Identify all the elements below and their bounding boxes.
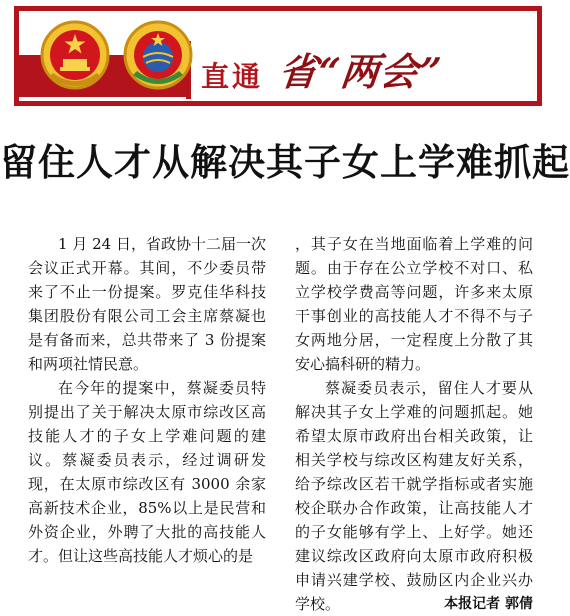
article-paragraph-continued: ，其子女在当地面临着上学难的问题。由于存在公立学校不对口、私立学校学费高等问题，许多来太原干事创业的高技能人才不得不与子女两地分居，一定程度上分散了其安心搞科研的精力。 xyxy=(295,235,533,373)
cppcc-emblem-icon xyxy=(121,19,195,97)
article-column-left xyxy=(28,232,266,568)
article-paragraph: 1 月 24 日，省政协十二届一次会议正式开幕。其间，不少委员带来了不止一份提案。罗克佳华科技集团股份有限公司工会主席蔡凝也是有备而来，总共带来了 3 份提案和两项社情民意。 xyxy=(28,235,266,373)
banner-prefix: 直通 xyxy=(201,60,264,93)
article-paragraph: 蔡凝委员表示，留住人才要从解决其子女上学难的问题抓起。她希望太原市政府出台相关政策，让相关学校与综改区构建友好关系，给予综改区若干就学指标或者实施校企联办合作政策，让高技能人才的子女能够有学上、上好学。她还建议综改区政府向太原市政府积极申请兴建学校、鼓励区内企业兴办学校。 xyxy=(295,379,533,613)
article-byline: 本报记者 郭倩 xyxy=(444,596,533,612)
banner-title: 省“两会” xyxy=(276,49,445,94)
article-paragraph: 在今年的提案中，蔡凝委员特别提出了关于解决太原市综改区高技能人才的子女上学难问题的建议。蔡凝委员表示，经过调研发现，在太原市综改区有 3000 余家高新技术企业，85%以上是民营和外资企业，外聘了大批的高技能人才。但让这些高技能人才烦心的是 xyxy=(28,379,266,565)
banner xyxy=(14,6,542,106)
article-headline: 留住人才从解决其子女上学难抓起 xyxy=(0,141,570,184)
banner-heading xyxy=(201,37,445,97)
national-emblem-icon xyxy=(39,19,111,97)
article-column-right xyxy=(295,232,533,616)
